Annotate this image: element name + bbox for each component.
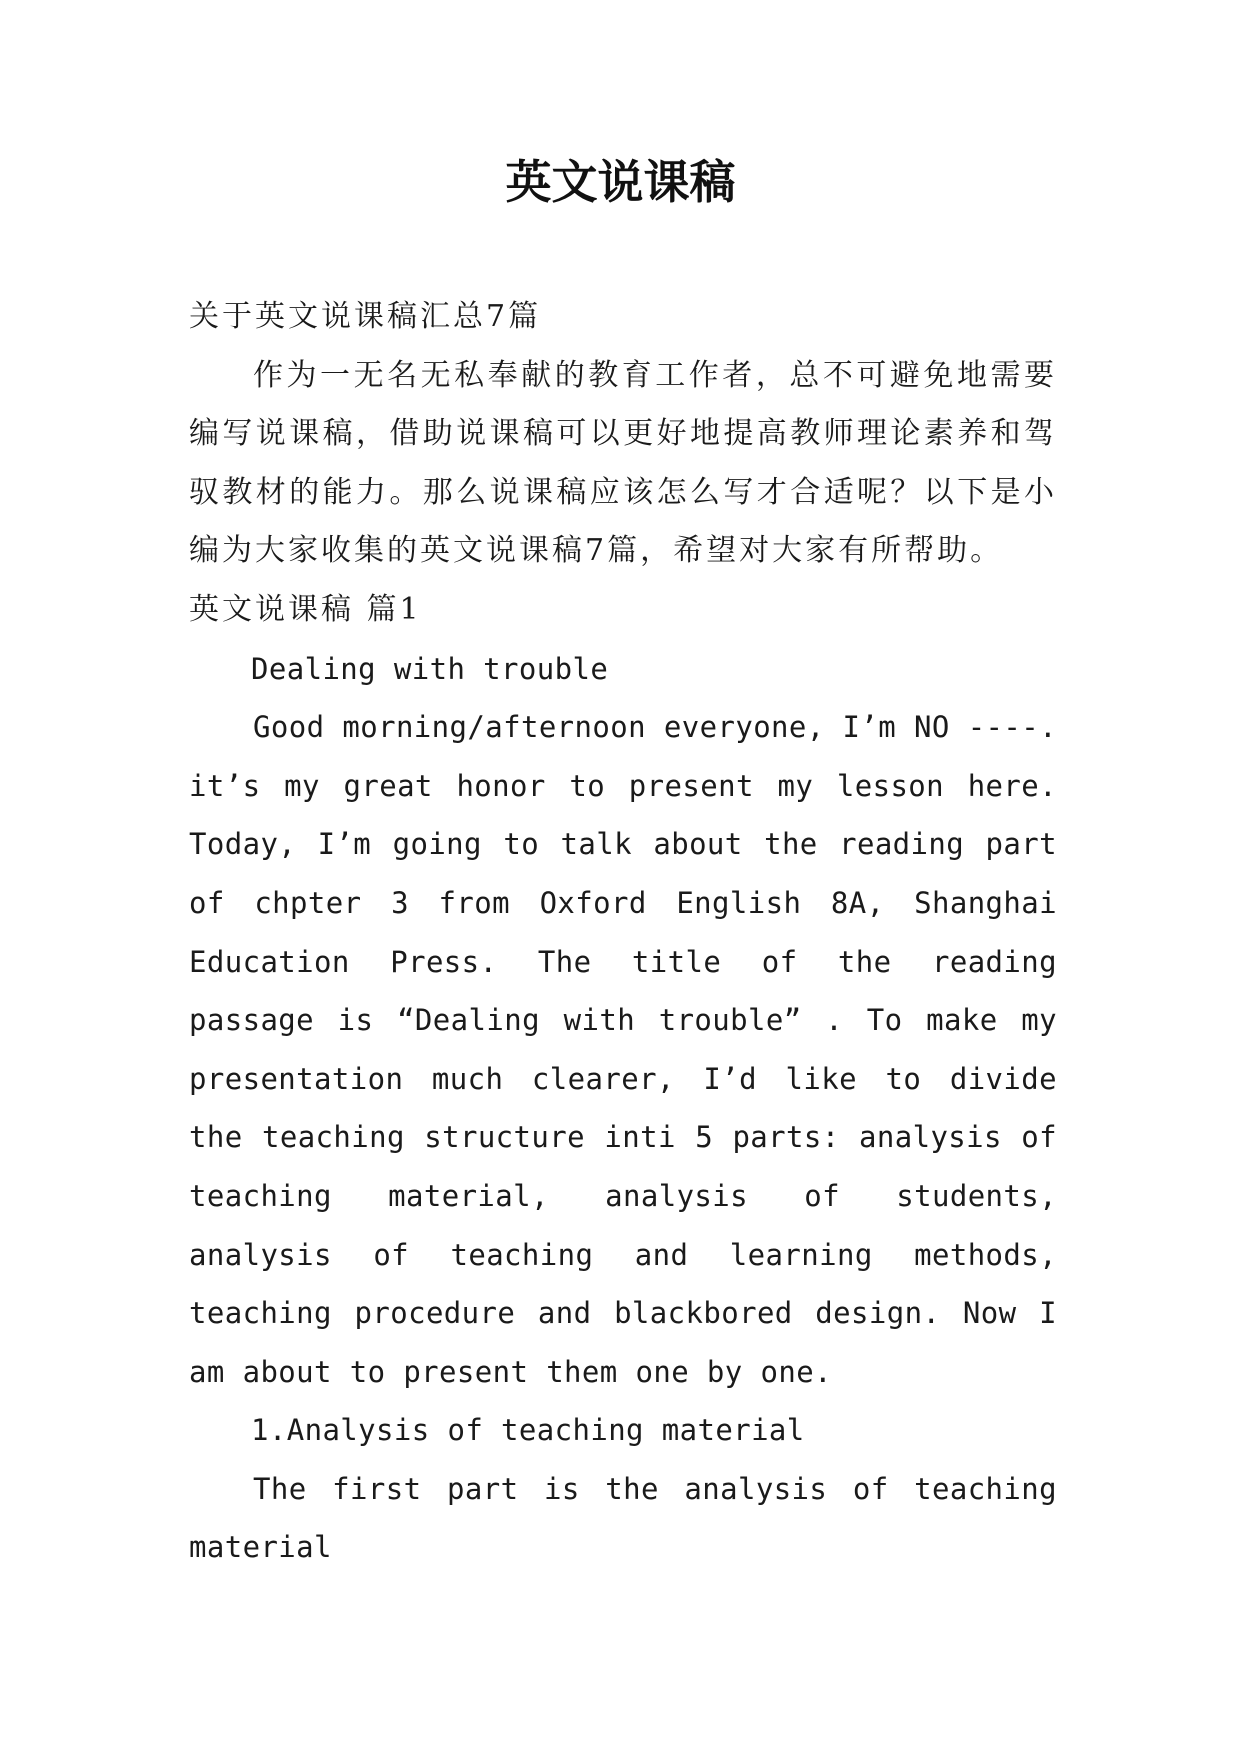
document-subtitle: 关于英文说课稿汇总7篇 [189, 299, 542, 334]
paragraph-1: Good morning/afternoon everyone, I’m NO ----. it’s my great honor to present my lesson here. Today, I’m going to talk about the reading part of chpter 3 from Oxford English 8A, Shanghai Education Press. The title of the reading passage is “Dealing with trouble” . To make my presentation much clearer, I’d like to divide the teaching structure inti 5 parts: analysis of teaching material, analysis of students, analysis of teaching and learning methods, teaching procedure and blackbored design. Now I am about to present them one by one. [189, 710, 1057, 1389]
point-1-heading: 1.Analysis of teaching material [251, 1413, 805, 1448]
lesson-title: Dealing with trouble [251, 651, 609, 686]
paragraph-2: The first part is the analysis of teaching material [189, 1471, 1057, 1565]
document-body [189, 288, 1057, 1577]
intro-paragraph: 作为一无名无私奉献的教育工作者，总不可避免地需要编写说课稿，借助说课稿可以更好地提高教师理论素养和驾驭教材的能力。那么说课稿应该怎么写才合适呢？以下是小编为大家收集的英文说课稿7篇，希望对大家有所帮助。 [189, 357, 1057, 569]
document-title: 英文说课稿 [505, 155, 736, 209]
section-heading: 英文说课稿 篇1 [189, 591, 422, 627]
